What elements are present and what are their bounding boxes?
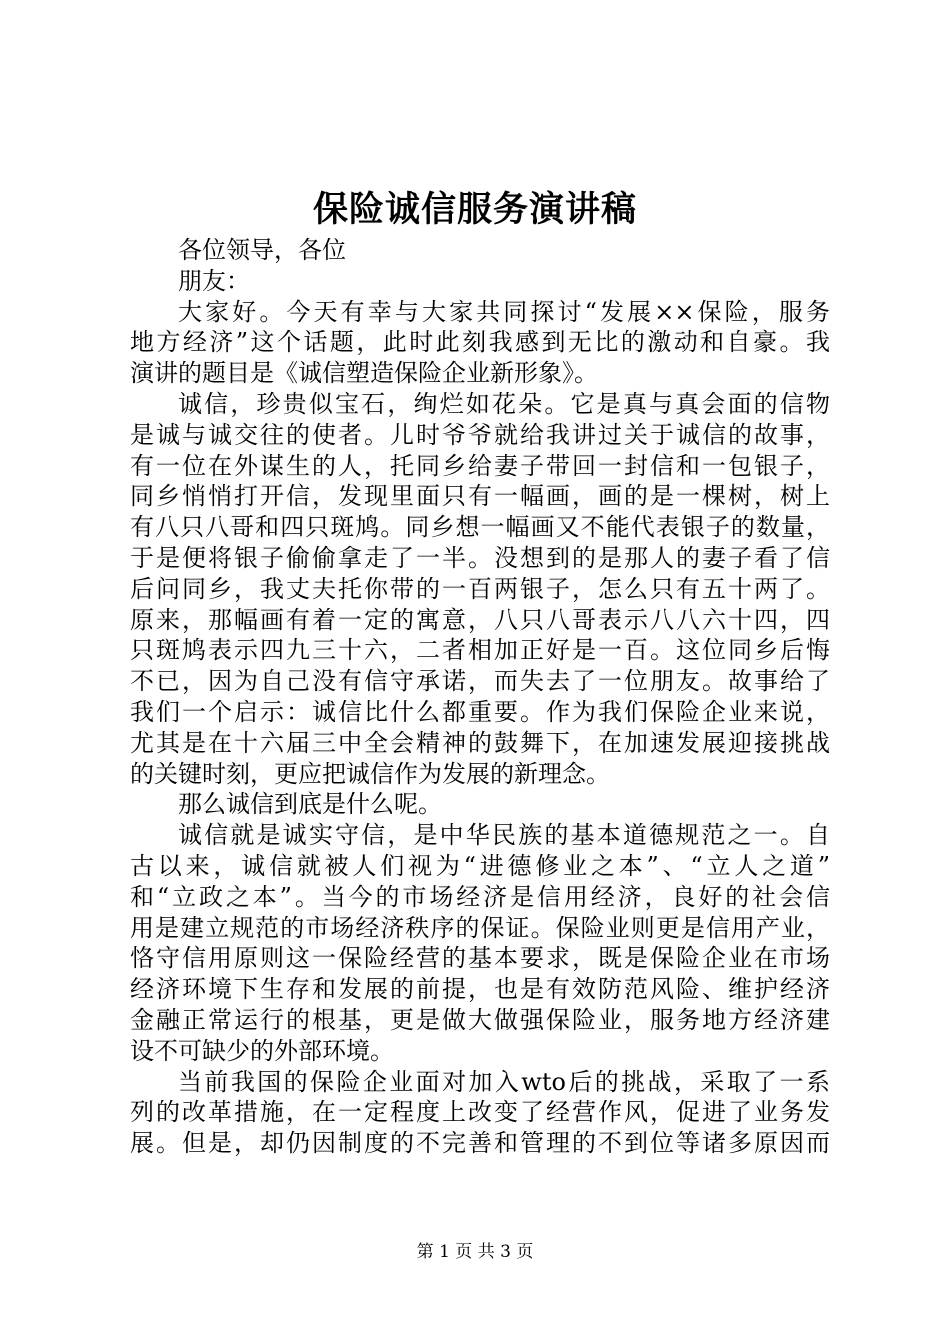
text-line: 各位领导，各位: [178, 236, 346, 264]
text-line: 不已，因为自己没有信守承诺，而失去了一位朋友。故事给了: [130, 667, 830, 696]
text-line: 设不可缺少的外部环境。: [130, 1036, 394, 1065]
text-line: 大家好。今天有幸与大家共同探讨“发展××保险，服务: [178, 297, 830, 326]
text-line: 古以来，诚信就被人们视为“进德修业之本”、“立人之道”: [130, 851, 830, 880]
text-line: 于是便将银子偷偷拿走了一半。没想到的是那人的妻子看了信: [130, 543, 830, 572]
text-line: 和“立政之本”。当今的市场经济是信用经济，良好的社会信: [130, 882, 830, 911]
text-line: 朋友：: [178, 266, 250, 295]
text-line: 恪守信用原则这一保险经营的基本要求，既是保险企业在市场: [130, 944, 830, 973]
text-line: 尤其是在十六届三中全会精神的鼓舞下，在加速发展迎接挑战: [130, 728, 830, 757]
text-line: 列的改革措施，在一定程度上改变了经营作风，促进了业务发: [130, 1098, 830, 1127]
text-line: 诚信，珍贵似宝石，绚烂如花朵。它是真与真会面的信物: [178, 389, 830, 418]
text-line: 的关键时刻，更应把诚信作为发展的新理念。: [130, 759, 610, 788]
text-line: 后问同乡，我丈夫托你带的一百两银子，怎么只有五十两了。: [130, 574, 830, 603]
text-line: 有一位在外谋生的人，托同乡给妻子带回一封信和一包银子，: [130, 451, 830, 480]
text-line: 演讲的题目是《诚信塑造保险企业新形象》。: [130, 359, 598, 388]
document-body: [130, 235, 830, 1159]
text-line: 诚信就是诚实守信，是中华民族的基本道德规范之一。自: [178, 821, 830, 850]
text-line: 只斑鸠表示四九三十六，二者相加正好是一百。这位同乡后悔: [130, 636, 830, 665]
document-title: 保险诚信服务演讲稿: [312, 189, 637, 230]
text-line: 那么诚信到底是什么呢。: [178, 790, 442, 819]
text-line: 金融正常运行的根基，更是做大做强保险业，服务地方经济建: [130, 1005, 830, 1034]
page-footer: 第 1 页 共 3 页: [416, 1242, 534, 1262]
text-line: 当前我国的保险企业面对加入wto后的挑战，采取了一系: [178, 1067, 830, 1096]
text-line: 用是建立规范的市场经济秩序的保证。保险业则更是信用产业，: [130, 913, 830, 942]
text-line: 我们一个启示：诚信比什么都重要。作为我们保险企业来说，: [130, 697, 830, 726]
text-line: 同乡悄悄打开信，发现里面只有一幅画，画的是一棵树，树上: [130, 482, 830, 511]
text-line: 展。但是，却仍因制度的不完善和管理的不到位等诸多原因而: [130, 1129, 830, 1158]
text-line: 是诚与诚交往的使者。儿时爷爷就给我讲过关于诚信的故事，: [130, 420, 830, 449]
text-line: 原来，那幅画有着一定的寓意，八只八哥表示八八六十四，四: [130, 605, 830, 634]
text-line: 有八只八哥和四只斑鸠。同乡想一幅画又不能代表银子的数量，: [130, 513, 830, 542]
text-line: 地方经济”这个话题，此时此刻我感到无比的激动和自豪。我: [130, 328, 830, 357]
text-line: 经济环境下生存和发展的前提，也是有效防范风险、维护经济: [130, 975, 830, 1004]
